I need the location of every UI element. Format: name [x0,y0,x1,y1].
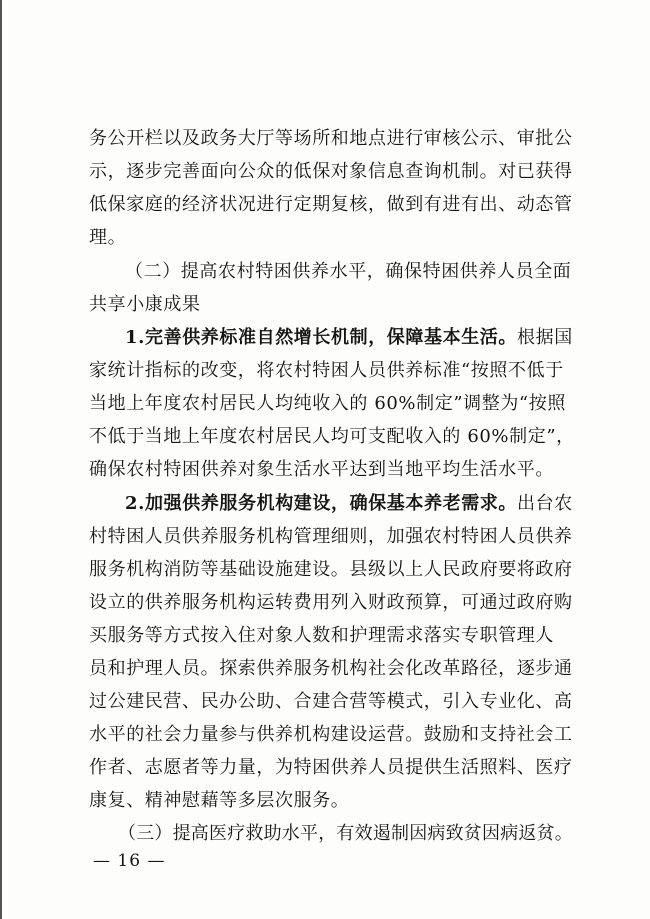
body-text-line: 理。 [89,227,127,248]
body-text-line: 员和护理人员。探索供养服务机构社会化改革路径，逐步通 [89,658,573,679]
page-edge-border [0,0,2,919]
body-text-line: 设立的供养服务机构运转费用列入财政预算，可通过政府购 [89,592,573,613]
subsection-2-line [125,492,573,516]
body-text-line: 康复、精神慰藉等多层次服务。 [89,790,350,811]
body-text-line: 村特困人员供养服务机构管理细则，加强农村特困人员供养 [89,526,573,547]
subsection-1-line [125,326,573,350]
section-heading-3: （三）提高医疗救助水平，有效遏制因病致贫因病返贫。 [118,823,573,844]
body-text-line: 示，逐步完善面向公众的低保对象信息查询机制。对已获得 [89,161,573,182]
body-text-line: 买服务等方式按入住对象人数和护理需求落实专职管理人 [89,625,554,646]
body-text-line: 过公建民营、民办公助、合建合营等模式，引入专业化、高 [89,691,573,712]
body-text-line: 确保农村特困供养对象生活水平达到当地平均生活水平。 [89,459,554,480]
section-heading-2-continued: 共享小康成果 [89,294,201,315]
body-text-line: 水平的社会力量参与供养机构建设运营。鼓励和支持社会工 [89,724,573,745]
body-text-line: 家统计指标的改变，将农村特困人员供养标准“按照不低于 [89,360,564,381]
body-text-line: 作者、志愿者等力量，为特困供养人员提供生活照料、医疗 [89,757,573,778]
body-text-line: 服务机构消防等基础设施建设。县级以上人民政府要将政府 [89,559,573,580]
subsection-2-text-start: 出台农 [517,493,573,514]
subsection-1-heading: 1.完善供养标准自然增长机制，保障基本生活。 [125,327,517,348]
subsection-2-heading: 2.加强供养服务机构建设，确保基本养老需求。 [125,493,517,514]
body-text-line: 不低于当地上年度农村居民人均可支配收入的 60%制定”， [89,426,575,447]
page-number: — 16 — [93,851,166,871]
body-text-line: 低保家庭的经济状况进行定期复核，做到有进有出、动态管 [89,194,573,215]
body-text-line: 当地上年度农村居民人均纯收入的 60%制定”调整为“按照 [89,393,566,414]
subsection-1-text-start: 根据国 [517,327,573,348]
section-heading-2: （二）提高农村特困供养水平，确保特困供养人员全面 [125,261,572,282]
body-text-line: 务公开栏以及政务大厅等场所和地点进行审核公示、审批公 [89,128,573,149]
